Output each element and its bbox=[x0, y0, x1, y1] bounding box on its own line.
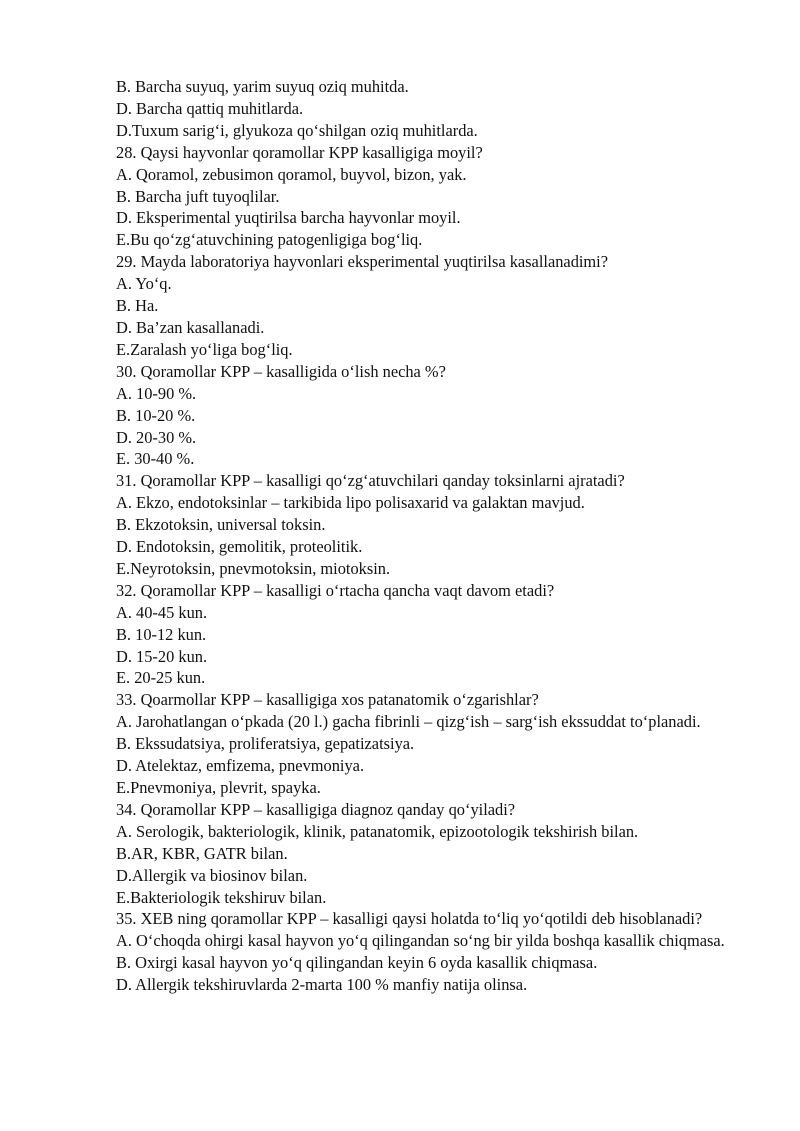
question-34: 34. Qoramollar KPP – kasalligiga diagnoz qanday qo‘yiladi? bbox=[116, 799, 516, 819]
answer-option: D. Allergik tekshiruvlarda 2-marta 100 % manfiy natija olinsa. bbox=[116, 975, 528, 995]
answer-option: E. 20-25 kun. bbox=[116, 668, 206, 688]
answer-option: A. 40-45 kun. bbox=[116, 602, 208, 622]
answer-option: A. Qoramol, zebusimon qoramol, buyvol, bizon, yak. bbox=[116, 164, 467, 184]
answer-option: B. Barcha suyuq, yarim suyuq oziq muhitda. bbox=[116, 77, 409, 96]
answer-option: E.Neyrotoksin, pnevmotoksin, miotoksin. bbox=[116, 558, 391, 578]
question-31: 31. Qoramollar KPP – kasalligi qo‘zg‘atuvchilari qanday toksinlarni ajratadi? bbox=[116, 471, 625, 491]
question-35: 35. XEB ning qoramollar KPP – kasalligi qaysi holatda to‘liq yo‘qotildi deb hisoblanadi? bbox=[116, 909, 703, 929]
question-32: 32. Qoramollar KPP – kasalligi o‘rtacha qancha vaqt davom etadi? bbox=[116, 580, 555, 600]
question-30: 30. Qoramollar KPP – kasalligida o‘lish necha %? bbox=[116, 361, 446, 381]
answer-option: A. 10-90 %. bbox=[116, 383, 197, 403]
answer-option: B. Oxirgi kasal hayvon yo‘q qilingandan keyin 6 oyda kasallik chiqmasa. bbox=[116, 953, 598, 973]
answer-option: D. Eksperimental yuqtirilsa barcha hayvonlar moyil. bbox=[116, 208, 461, 228]
question-29: 29. Mayda laboratoriya hayvonlari eksperimental yuqtirilsa kasallanadimi? bbox=[116, 252, 609, 272]
answer-option: E.Bakteriologik tekshiruv bilan. bbox=[116, 887, 327, 907]
answer-option: B. 10-20 %. bbox=[116, 405, 196, 425]
answer-option: B. 10-12 kun. bbox=[116, 624, 207, 644]
answer-option: D. Barcha qattiq muhitlarda. bbox=[116, 98, 304, 118]
answer-option: A. Ekzo, endotoksinlar – tarkibida lipo polisaxarid va galaktan mavjud. bbox=[116, 493, 585, 513]
question-33: 33. Qoarmollar KPP – kasalligiga xos patanatomik o‘zgarishlar? bbox=[116, 690, 539, 710]
answer-option: E.Zaralash yo‘liga bog‘liq. bbox=[116, 339, 293, 359]
answer-option: D.Allergik va biosinov bilan. bbox=[116, 865, 308, 885]
answer-option: D. Ba’zan kasallanadi. bbox=[116, 317, 265, 337]
answer-option: E.Bu qo‘zg‘atuvchining patogenligiga bog‘liq. bbox=[116, 230, 423, 250]
question-28: 28. Qaysi hayvonlar qoramollar KPP kasalligiga moyil? bbox=[116, 142, 483, 162]
answer-option: D. 20-30 %. bbox=[116, 427, 197, 447]
answer-option: A. O‘choqda ohirgi kasal hayvon yo‘q qilingandan so‘ng bir yilda boshqa kasallik chiqmasa. bbox=[116, 931, 725, 951]
answer-option: E.Pnevmoniya, plevrit, spayka. bbox=[116, 778, 321, 797]
answer-option: B. Ekssudatsiya, proliferatsiya, gepatizatsiya. bbox=[116, 734, 415, 754]
answer-option: D. Endotoksin, gemolitik, proteolitik. bbox=[116, 537, 363, 557]
answer-option: A. Jarohatlangan o‘pkada (20 l.) gacha fibrinli – qizg‘ish – sarg‘ish ekssuddat to‘planadi. bbox=[116, 712, 701, 732]
answer-option: B. Ekzotoksin, universal toksin. bbox=[116, 515, 326, 535]
answer-option: B.AR, KBR, GATR bilan. bbox=[116, 843, 288, 863]
answer-option: D. 15-20 kun. bbox=[116, 646, 208, 666]
answer-option: A. Yo‘q. bbox=[116, 274, 172, 294]
answer-option: E. 30-40 %. bbox=[116, 449, 195, 469]
answer-option: D. Atelektaz, emfizema, pnevmoniya. bbox=[116, 756, 365, 776]
answer-option: D.Tuxum sarig‘i, glyukoza qo‘shilgan oziq muhitlarda. bbox=[116, 120, 478, 140]
answer-option: A. Serologik, bakteriologik, klinik, patanatomik, epizootologik tekshirish bilan. bbox=[116, 821, 639, 841]
answer-option: B. Barcha juft tuyoqlilar. bbox=[116, 186, 280, 206]
answer-option: B. Ha. bbox=[116, 296, 159, 316]
